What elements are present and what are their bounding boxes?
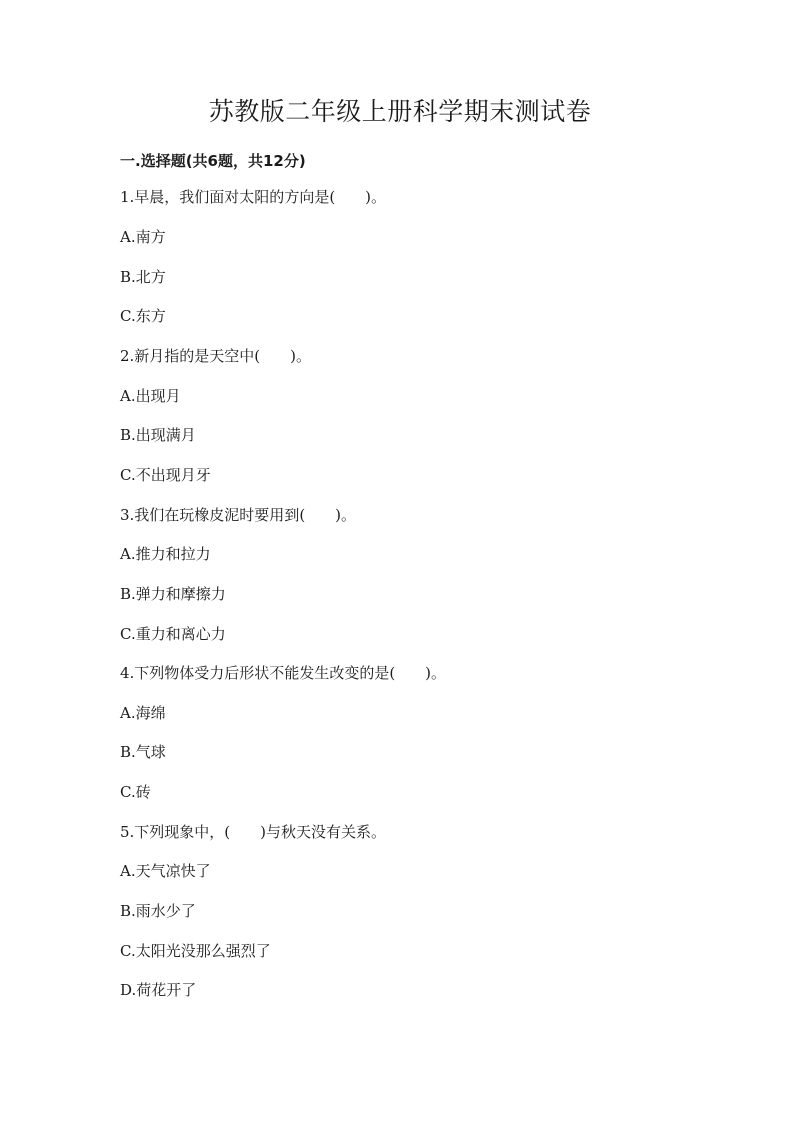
answer-option: A.天气凉快了	[120, 862, 211, 880]
answer-option: A.推力和拉力	[120, 545, 211, 563]
answer-option: B.气球	[120, 743, 166, 761]
page-title: 苏教版二年级上册科学期末测试卷	[208, 97, 592, 126]
answer-option: C.不出现月牙	[120, 466, 211, 484]
answer-option: C.东方	[120, 307, 166, 325]
question-stem: 4.下列物体受力后形状不能发生改变的是( )。	[120, 664, 447, 682]
answer-option: B.雨水少了	[120, 902, 196, 920]
answer-option: D.荷花开了	[120, 981, 197, 999]
answer-option: B.北方	[120, 268, 166, 286]
answer-option: C.重力和离心力	[120, 625, 226, 643]
answer-option: C.砖	[120, 783, 151, 801]
answer-option: A.南方	[120, 228, 166, 246]
question-stem: 2.新月指的是天空中( )。	[120, 347, 312, 365]
answer-option: B.出现满月	[120, 426, 196, 444]
question-stem: 1.早晨，我们面对太阳的方向是( )。	[120, 188, 387, 206]
question-stem: 5.下列现象中，( )与秋天没有关系。	[120, 823, 387, 841]
section-heading: 一.选择题(共6题，共12分)	[120, 152, 306, 170]
answer-option: B.弹力和摩擦力	[120, 585, 226, 603]
answer-option: A.出现月	[120, 387, 181, 405]
answer-option: C.太阳光没那么强烈了	[120, 942, 271, 960]
question-stem: 3.我们在玩橡皮泥时要用到( )。	[120, 506, 357, 524]
answer-option: A.海绵	[120, 704, 166, 722]
